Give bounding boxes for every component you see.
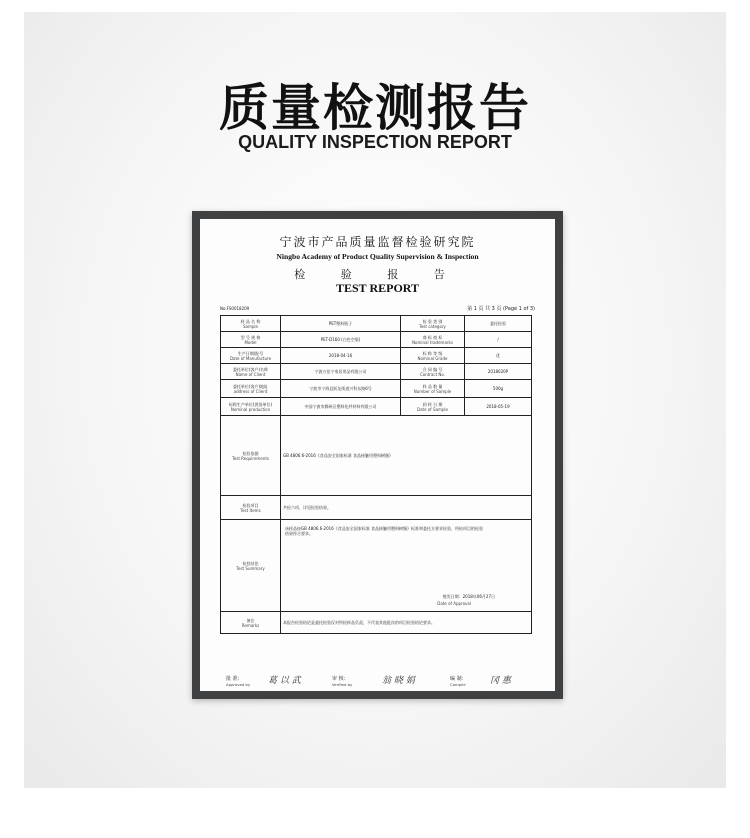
approved-by: 批 准： Approved by xyxy=(226,676,251,687)
signature-row xyxy=(220,671,535,691)
table-row xyxy=(221,398,532,416)
row-value: 中国宁波市鄞州区塑料化纤材料有限公司 xyxy=(281,398,401,416)
approval-date: 签发日期：2018年06月27日 xyxy=(442,594,495,599)
row-value: PET塑料瓶子 xyxy=(281,316,401,332)
items-value: 共检六项，详见检验结果。 xyxy=(281,496,532,520)
page-info: 第 1 页 共 3 页 (Page 1 of 3) xyxy=(467,306,535,312)
remarks-row xyxy=(221,612,532,634)
row-value-2: 委托检验 xyxy=(465,316,532,332)
summary-cell xyxy=(281,520,532,612)
verified-by: 审 核： Verified by xyxy=(332,676,353,687)
items-label: 检验项目 Test Items xyxy=(221,496,281,520)
row-value: PET-D160 (白色空瓶) xyxy=(281,332,401,348)
page-subtitle: QUALITY INSPECTION REPORT xyxy=(238,132,512,152)
report-paper xyxy=(200,219,555,691)
row-label-2: 样 品 数 量 Number of Sample xyxy=(401,380,465,398)
row-value: 2018-04-16 xyxy=(281,348,401,364)
table-row xyxy=(221,348,532,364)
row-value-2: / xyxy=(465,332,532,348)
row-value-2: 2018-05-19 xyxy=(465,398,532,416)
items-row xyxy=(221,496,532,520)
row-value: 宁波市宁海县跃龙街道兴科东路6号 xyxy=(281,380,401,398)
row-value-2: 2018020P xyxy=(465,364,532,380)
row-label-2: 合 同 编 号 Contract No. xyxy=(401,364,465,380)
row-value-2: 500g xyxy=(465,380,532,398)
report-number: No.FS0018209 xyxy=(220,306,250,311)
row-label: 标称生产单位(供货单位) Nominal production xyxy=(221,398,281,416)
remarks-label: 备注 Remarks xyxy=(221,612,281,634)
summary-value: 该样品按GB 4806.6-2016《食品安全国家标准 食品接触用塑料树脂》标准和委托方要求检验，所检项目的检验结果符合要求。 xyxy=(285,526,484,536)
approval-date-en: Date of Approval xyxy=(437,601,471,606)
page-title: 质量检测报告 xyxy=(219,79,531,137)
summary-row xyxy=(221,520,532,612)
requirements-label: 检验依据 Test Requirements xyxy=(221,416,281,496)
verified-signature: 翁 晓 娟 xyxy=(382,676,415,686)
row-label: 生产日期/批号 Date of Manufacture xyxy=(221,348,281,364)
row-value-2: 优 xyxy=(465,348,532,364)
report-title-en: TEST REPORT xyxy=(335,281,420,295)
report-title-cn: 检 验 报 告 xyxy=(294,268,461,281)
row-label-2: 检 验 类 别 Test category xyxy=(401,316,465,332)
institute-name-cn: 宁波市产品质量监督检验研究院 xyxy=(279,235,476,249)
row-label: 样 品 名 称 Sample xyxy=(221,316,281,332)
institute-name-en: Ningbo Academy of Product Quality Supervision & Inspection xyxy=(276,252,479,261)
requirements-row xyxy=(221,416,532,496)
row-label: 委托单位(客户)地址 address of Client xyxy=(221,380,281,398)
report-table xyxy=(220,315,532,634)
row-label-2: 到 样 日 期 Date of Sample xyxy=(401,398,465,416)
report-frame xyxy=(192,211,563,699)
row-label: 型 号 规 格 Model xyxy=(221,332,281,348)
table-row xyxy=(221,316,532,332)
prepared-signature: 冈 惠 xyxy=(490,676,511,686)
row-label: 委托单位(客户)名称 Name of Client xyxy=(221,364,281,380)
prepared-by: 编 制： Compile xyxy=(450,676,467,687)
table-row xyxy=(221,332,532,348)
approved-signature: 葛 以 武 xyxy=(268,676,301,686)
requirements-value: GB 4806.6-2016《食品安全国家标准 食品接触用塑料树脂》 xyxy=(281,416,532,496)
row-value: 宁波万佳宁家居用品有限公司 xyxy=(281,364,401,380)
summary-label: 检验结论 Test Summary xyxy=(221,520,281,612)
remarks-value: 本报告检验结论是委托检验仅对所检样品负责，不代表其他批次的项目检验结论要求。 xyxy=(281,612,532,634)
table-row xyxy=(221,380,532,398)
row-label-2: 标 称 等 级 Nominal Grade xyxy=(401,348,465,364)
table-row xyxy=(221,364,532,380)
row-label-2: 商 标 商 标 Nominal trademarks xyxy=(401,332,465,348)
